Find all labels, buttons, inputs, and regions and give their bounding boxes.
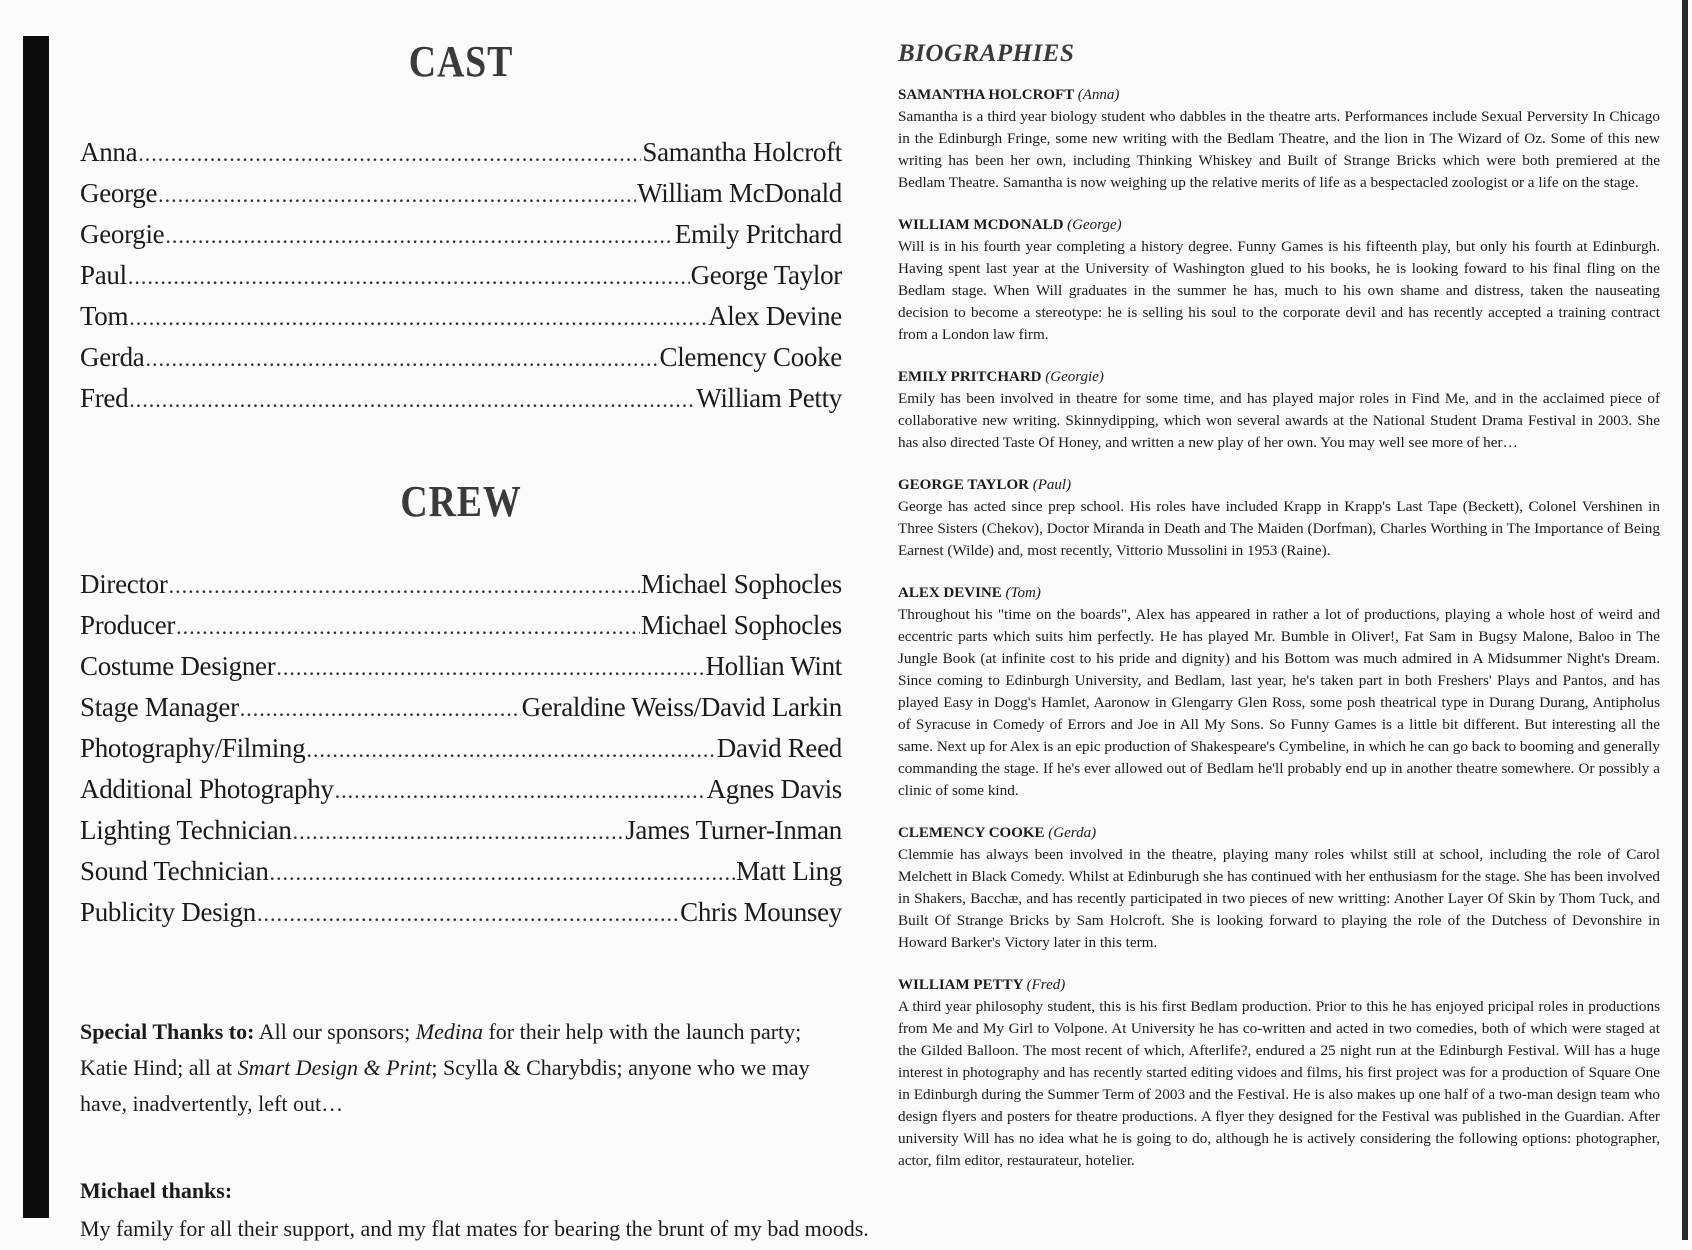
biography-entry: [898, 84, 1660, 194]
dot-leader: [240, 688, 521, 729]
crew-row: [80, 769, 842, 810]
biography-entry: [898, 974, 1660, 1172]
biography-text: Throughout his "time on the boards", Alex has appeared in rather a lot of productions, playing a whole host of weird and eccentric parts which suits him perfectly. He has played Mr. Bumble in Oliver!, Fat Sam in Bugsy Malone, Baloo in The Jungle Book (at infinite cost to his pride and dignity) and his Bottom was much admired in A Midsummer Night's Dream. Since coming to Edinburgh University, and Bedlam, last year, he's taken part in both Freshers' Plays and Pantos, and has played Easy in Dogg's Hamlet, Aaronow in Glengarry Glen Ross, some posh theatrical type in Durang Durang, Antipholus of Syracuse in Comedy of Errors and Joe in All My Sons. So Funny Games is a little bit different. But interesting all the same. Next up for Alex is an epic production of Shakespeare's Cymbeline, in which he can go back to booming and generally commanding the stage. If he's ever allowed out of Bedlam he'll probably end up in another theatre somewhere. Or possibly a clinic of some kind.: [898, 606, 1660, 799]
biography-heading: [898, 84, 1660, 106]
actor-name: William McDonald: [637, 178, 842, 208]
binding-edge-bar: [23, 36, 49, 1218]
dot-leader: [270, 852, 735, 893]
role-label: George: [80, 178, 158, 208]
cast-list: [80, 132, 842, 419]
crew-role-label: Additional Photography: [80, 774, 334, 804]
crew-role-label: Lighting Technician: [80, 815, 292, 845]
biography-heading: [898, 822, 1660, 844]
cast-row: [80, 173, 842, 214]
cast-row: [80, 255, 842, 296]
biography-text: Clemmie has always been involved in the theatre, playing many roles whilst still at school, including the role of Carol Melchett in Black Comedy. Whilst at Edinburugh she has continued with her enthusiasm for the stage. She has been involved in Shakers, Bacchæ, and has recently participated in two pieces of new writting: Another Layer Of Skin by Thom Tuck, and Built Of Strange Bricks by Sam Holcroft. She is looking forward to playing the role of the Dutchess of Devonshire in Howard Barker's Victory later in this term.: [898, 846, 1660, 951]
cast-row: [80, 132, 842, 173]
actor-name: William Petty: [696, 383, 842, 413]
biography-entry: [898, 582, 1660, 802]
dot-leader: [128, 256, 690, 297]
crew-row: [80, 728, 842, 769]
crew-name: Hollian Wint: [705, 651, 842, 681]
biography-name: CLEMENCY COOKE: [898, 825, 1045, 841]
biography-text: Will is in his fourth year completing a history degree. Funny Games is his fifteenth play, but only his fourth at Edinburgh. Having spent last year at the University of Washington glued to his books, he is looking foward to his final fling on the Bedlam stage. When Will graduates in the summer he has, much to his own shame and distress, taken the nauseating decision to become a stereotype: he is selling his soul to the corporate devil and has recently accepted a training contract from a London law firm.: [898, 238, 1660, 343]
crew-title: CREW: [400, 477, 522, 526]
dot-leader: [276, 647, 704, 688]
crew-role-label: Costume Designer: [80, 651, 276, 681]
biography-text: Samantha is a third year biology student who dabbles in the theatre arts. Performances include Sexual Perversity In Chicago in the Edinburgh Fringe, some new writing with the Bedlam Theatre, and the lion in The Wizard of Oz. Some of this new writing has been her own, including Thinking Whiskey and Built of Strange Bricks which were both premiered at the Bedlam Theatre. Samantha is now weighing up the relative merits of life as a bespectacled zoologist or a life on the stage.: [898, 108, 1660, 191]
dot-leader: [335, 770, 706, 811]
biography-entry: [898, 366, 1660, 454]
actor-name: Alex Devine: [708, 301, 842, 331]
biography-name: WILLIAM MCDONALD: [898, 217, 1064, 233]
biographies-page: [898, 36, 1660, 1192]
crew-name: Geraldine Weiss/David Larkin: [521, 692, 842, 722]
role-label: Fred: [80, 383, 129, 413]
crew-row: [80, 892, 842, 933]
dot-leader: [293, 811, 625, 852]
role-label: Gerda: [80, 342, 145, 372]
page-edge-bar: [1682, 0, 1688, 1240]
crew-role-label: Director: [80, 569, 168, 599]
thanks-text: All our sponsors;: [254, 1019, 416, 1044]
cast-row: [80, 296, 842, 337]
biography-name: GEORGE TAYLOR: [898, 477, 1030, 493]
crew-row: [80, 687, 842, 728]
actor-name: Emily Pritchard: [674, 219, 842, 249]
thanks-sponsor: Smart Design & Print: [237, 1055, 432, 1080]
role-label: Tom: [80, 301, 129, 331]
michael-thanks-heading: Michael thanks:: [80, 1178, 233, 1203]
biography-role: (Fred): [1026, 977, 1066, 993]
biography-heading: [898, 366, 1660, 388]
biography-role: (Anna): [1077, 87, 1120, 103]
dot-leader: [138, 133, 641, 174]
cast-crew-page: [80, 36, 869, 1241]
crew-role-label: Photography/Filming: [80, 733, 306, 763]
dot-leader: [158, 174, 636, 215]
biography-entry: [898, 214, 1660, 346]
crew-role-label: Publicity Design: [80, 897, 256, 927]
actor-name: George Taylor: [690, 260, 842, 290]
crew-name: Michael Sophocles: [640, 610, 842, 640]
biography-text: A third year philosophy student, this is his first Bedlam production. Prior to this he has enjoyed pricipal roles in productions from Me and My Girl to Volpone. At University he has co-written and acted in two comedies, both of which were staged at the Gilded Balloon. The most recent of which, Afterlife?, endured a 25 night run at the Edinburgh Festival. Will has a huge interest in photography and has recently started editing vidoes and films, his first project was for a production of Square One in Edinburgh during the Summer Term of 2003 and the Festival. He is also makes up one half of a two-man design team who design flyers and posters for theatre productions. A flyer they designed for the Festival was published in the Guardian. After university Will has no idea what he is going to do, although he is actively considering the following options: photographer, actor, film editor, restaurateur, hotelier.: [898, 998, 1660, 1169]
actor-name: Clemency Cooke: [659, 342, 842, 372]
dot-leader: [145, 338, 658, 379]
crew-name: Chris Mounsey: [680, 897, 842, 927]
biography-role: (Gerda): [1048, 825, 1097, 841]
cast-title: CAST: [408, 37, 514, 86]
biography-entry: [898, 822, 1660, 954]
biography-list: [898, 84, 1660, 1172]
biography-heading: [898, 214, 1660, 236]
cast-row: [80, 337, 842, 378]
crew-role-label: Sound Technician: [80, 856, 269, 886]
biography-heading: [898, 582, 1660, 604]
biography-role: (Georgie): [1045, 369, 1104, 385]
crew-row: [80, 810, 842, 851]
crew-name: James Turner-Inman: [625, 815, 842, 845]
dot-leader: [176, 606, 640, 647]
thanks-text: ; Scylla & Charybdis; anyone who we may have, inadvertently, left out…: [80, 1055, 810, 1116]
biography-name: WILLIAM PETTY: [898, 977, 1023, 993]
biography-name: EMILY PRITCHARD: [898, 369, 1042, 385]
crew-name: Matt Ling: [735, 856, 842, 886]
crew-name: Michael Sophocles: [640, 569, 842, 599]
dot-leader: [165, 215, 673, 256]
crew-list: [80, 564, 842, 933]
crew-row: [80, 605, 842, 646]
crew-row: [80, 564, 842, 605]
actor-name: Samantha Holcroft: [642, 137, 842, 167]
biography-text: Emily has been involved in theatre for some time, and has played major roles in Find Me, and in the acclaimed piece of collaborative new writing. Skinnydipping, which won several awards at the National Student Drama Festival in 2003. She has also directed Taste Of Honey, and written a new play of her own. You may well see more of her…: [898, 390, 1660, 451]
crew-row: [80, 646, 842, 687]
crew-role-label: Producer: [80, 610, 176, 640]
biography-entry: [898, 474, 1660, 562]
biography-heading: [898, 974, 1660, 996]
role-label: Georgie: [80, 219, 165, 249]
biography-role: (Paul): [1032, 477, 1072, 493]
dot-leader: [129, 297, 707, 338]
thanks-sponsor: Medina: [415, 1019, 483, 1044]
crew-row: [80, 851, 842, 892]
crew-name: David Reed: [716, 733, 842, 763]
michael-thanks-body: My family for all their support, and my flat mates for bearing the brunt of my bad moods.: [80, 1216, 869, 1241]
biography-heading: [898, 474, 1660, 496]
biography-name: SAMANTHA HOLCROFT: [898, 87, 1074, 103]
crew-role-label: Stage Manager: [80, 692, 239, 722]
biographies-title: BIOGRAPHIES: [898, 40, 1075, 67]
crew-name: Agnes Davis: [706, 774, 842, 804]
special-thanks-label: Special Thanks to:: [80, 1019, 255, 1044]
dot-leader: [257, 893, 679, 934]
cast-row: [80, 378, 842, 419]
biography-name: ALEX DEVINE: [898, 585, 1002, 601]
biography-text: George has acted since prep school. His roles have included Krapp in Krapp's Last Tape (Beckett), Colonel Vershinen in Three Sisters (Chekov), Doctor Miranda in Death and The Maiden (Dorfman), Charles Worthing in The Importance of Being Earnest (Wilde) and, most recently, Vittorio Mussolini in 1953 (Raine).: [898, 498, 1660, 559]
dot-leader: [306, 729, 715, 770]
biography-role: (George): [1067, 217, 1122, 233]
biography-role: (Tom): [1005, 585, 1041, 601]
thanks-text: for their help with the launch party; Katie Hind; all at: [80, 1019, 802, 1080]
cast-row: [80, 214, 842, 255]
dot-leader: [129, 379, 695, 420]
role-label: Anna: [80, 137, 138, 167]
dot-leader: [169, 565, 640, 606]
role-label: Paul: [80, 260, 127, 290]
special-thanks: [80, 1014, 842, 1122]
